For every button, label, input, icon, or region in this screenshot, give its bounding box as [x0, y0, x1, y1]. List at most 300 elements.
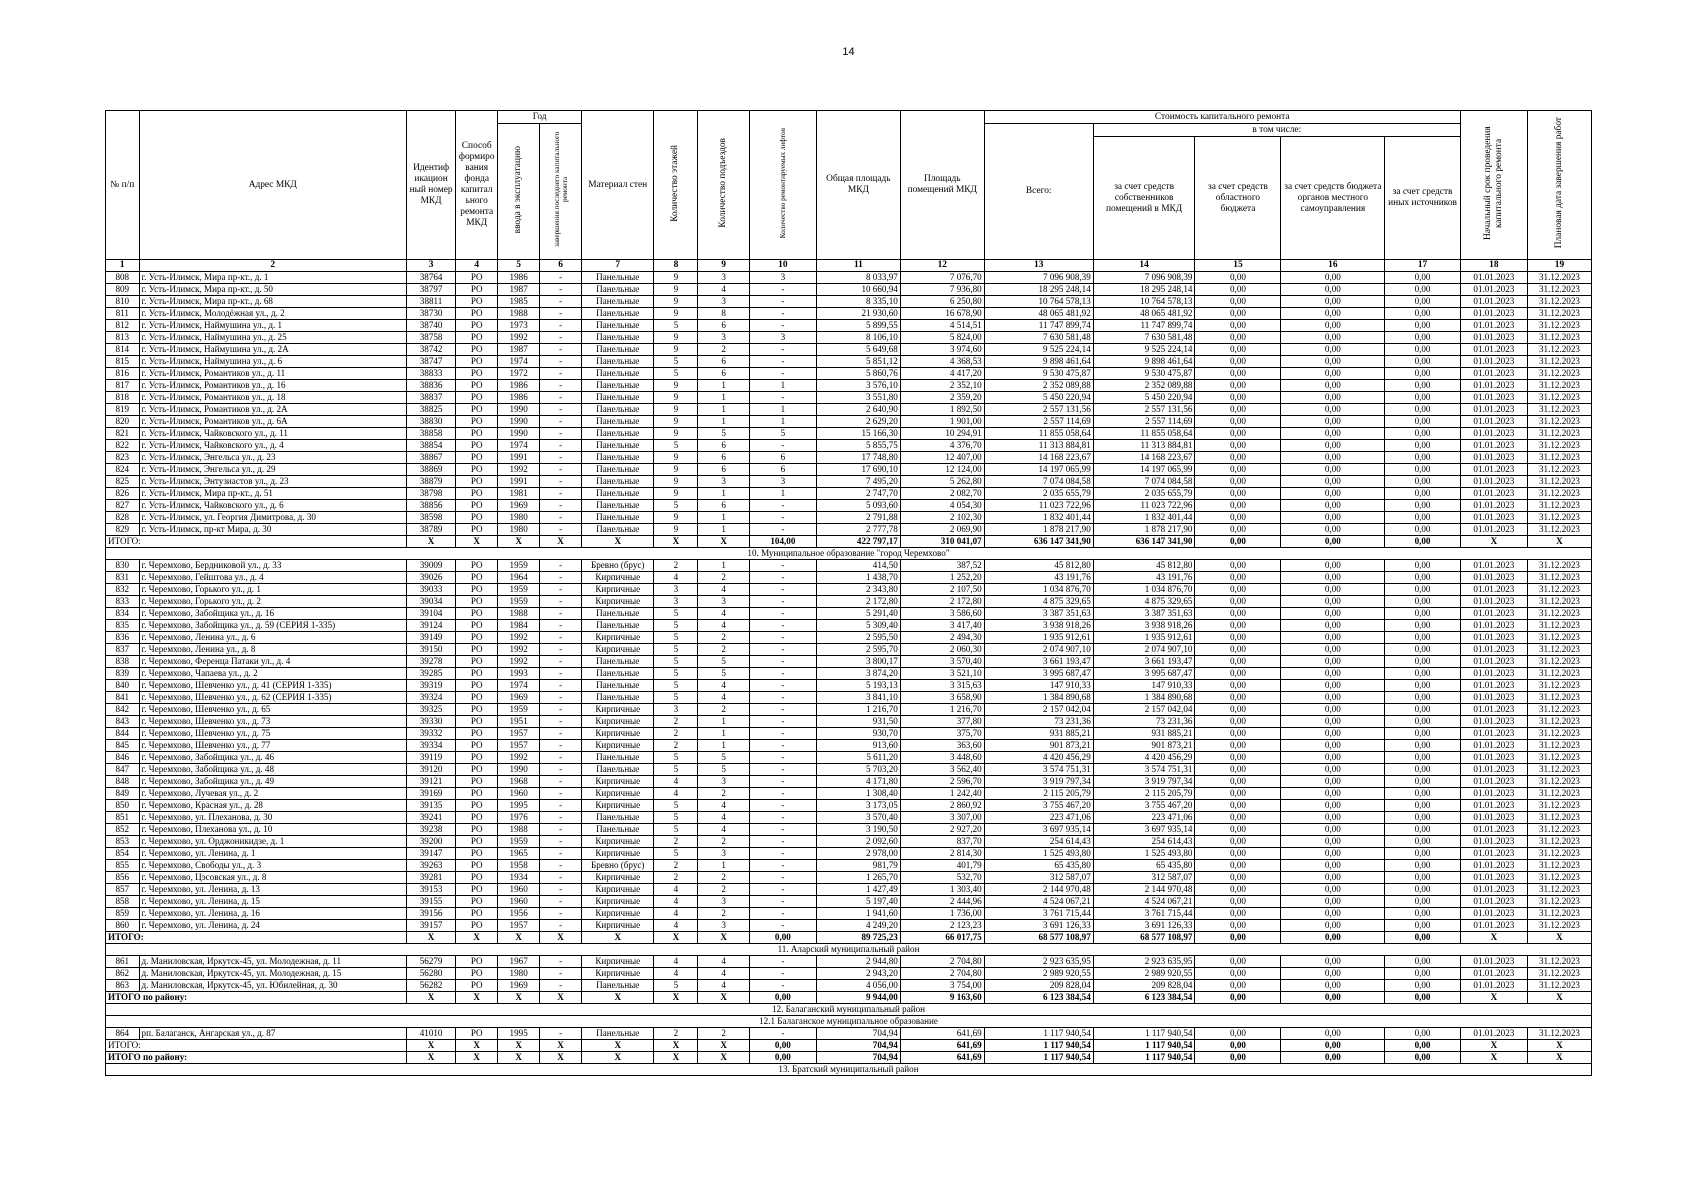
- table-cell: РО: [456, 1028, 498, 1040]
- table-row: [106, 488, 1592, 500]
- table-cell: 3 938 918,26: [1093, 620, 1195, 632]
- table-cell: -: [540, 452, 582, 464]
- table-cell: 1984: [498, 620, 540, 632]
- table-cell: 2 595,70: [816, 644, 900, 656]
- table-cell: 814: [106, 344, 140, 356]
- table-cell: 31.12.2023: [1527, 452, 1591, 464]
- header-entrances: Количество подъездов: [698, 111, 749, 260]
- table-cell: 2 060,30: [900, 644, 984, 656]
- table-cell: 5 193,13: [816, 680, 900, 692]
- table-cell: 0,00: [1195, 296, 1281, 308]
- table-cell: РО: [456, 512, 498, 524]
- table-cell: РО: [456, 812, 498, 824]
- table-cell: 9 530 475,87: [1093, 368, 1195, 380]
- table-cell: 3: [698, 476, 749, 488]
- table-cell: 4 171,80: [816, 776, 900, 788]
- table-cell: 1959: [498, 836, 540, 848]
- table-cell: -: [749, 356, 816, 368]
- total-cell: 636 147 341,90: [984, 536, 1093, 548]
- table-row: [106, 380, 1592, 392]
- address-cell: г. Черемхово, Ференца Патаки ул., д. 4: [139, 656, 406, 668]
- table-cell: 0,00: [1281, 320, 1385, 332]
- table-cell: РО: [456, 572, 498, 584]
- table-cell: 4: [698, 692, 749, 704]
- total-cell: 0,00: [1385, 1052, 1461, 1064]
- table-cell: РО: [456, 284, 498, 296]
- table-row: [106, 848, 1592, 860]
- table-cell: 9: [654, 308, 698, 320]
- table-cell: 7 074 084,58: [984, 476, 1093, 488]
- table-cell: 14 197 065,99: [984, 464, 1093, 476]
- table-cell: 3 995 687,47: [984, 668, 1093, 680]
- table-cell: РО: [456, 344, 498, 356]
- table-cell: 981,79: [816, 860, 900, 872]
- total-cell: 0,00: [1385, 992, 1461, 1004]
- table-cell: 4 420 456,29: [1093, 752, 1195, 764]
- table-cell: 1988: [498, 824, 540, 836]
- table-row: [106, 860, 1592, 872]
- table-cell: 18 295 248,14: [1093, 284, 1195, 296]
- table-cell: 846: [106, 752, 140, 764]
- section-title: 11. Аларский муниципальный район: [106, 944, 1592, 956]
- header-start-date: Начальный срок проведения капитального ремонта: [1460, 111, 1527, 260]
- table-cell: 5: [654, 608, 698, 620]
- table-row: [106, 704, 1592, 716]
- table-cell: Кирпичные: [582, 920, 654, 932]
- table-cell: 01.01.2023: [1460, 428, 1527, 440]
- table-cell: 39241: [406, 812, 455, 824]
- table-cell: 834: [106, 608, 140, 620]
- table-cell: 0,00: [1385, 440, 1461, 452]
- table-cell: РО: [456, 872, 498, 884]
- table-cell: 3 995 687,47: [1093, 668, 1195, 680]
- table-cell: 01.01.2023: [1460, 764, 1527, 776]
- table-cell: 0,00: [1385, 404, 1461, 416]
- table-cell: 0,00: [1195, 440, 1281, 452]
- table-cell: 0,00: [1281, 740, 1385, 752]
- table-cell: 31.12.2023: [1527, 344, 1591, 356]
- table-cell: -: [540, 764, 582, 776]
- address-cell: г. Черемхово, Шевченко ул., д. 41 (СЕРИЯ 1-335): [139, 680, 406, 692]
- table-cell: 31.12.2023: [1527, 848, 1591, 860]
- table-row: [106, 620, 1592, 632]
- table-row: [106, 1028, 1592, 1040]
- table-cell: Кирпичные: [582, 644, 654, 656]
- header-cost-group: Стоимость капитального ремонта: [984, 111, 1460, 124]
- table-cell: Кирпичные: [582, 800, 654, 812]
- table-cell: 01.01.2023: [1460, 512, 1527, 524]
- table-cell: -: [749, 584, 816, 596]
- table-cell: -: [540, 356, 582, 368]
- table-cell: 38833: [406, 368, 455, 380]
- table-cell: 1981: [498, 488, 540, 500]
- table-cell: 0,00: [1281, 800, 1385, 812]
- table-cell: 3 576,10: [816, 380, 900, 392]
- table-cell: 39119: [406, 752, 455, 764]
- table-cell: 0,00: [1281, 968, 1385, 980]
- table-cell: -: [540, 1028, 582, 1040]
- table-cell: -: [540, 716, 582, 728]
- table-cell: 31.12.2023: [1527, 368, 1591, 380]
- table-cell: -: [540, 476, 582, 488]
- table-cell: 31.12.2023: [1527, 620, 1591, 632]
- table-cell: РО: [456, 968, 498, 980]
- table-cell: 2: [654, 836, 698, 848]
- total-cell: 0,00: [749, 1040, 816, 1052]
- address-cell: г. Усть-Илимск, Романтиков ул., д. 6А: [139, 416, 406, 428]
- table-cell: 5: [654, 440, 698, 452]
- table-cell: 38758: [406, 332, 455, 344]
- table-cell: 0,00: [1385, 836, 1461, 848]
- table-cell: 0,00: [1385, 500, 1461, 512]
- table-cell: 01.01.2023: [1460, 524, 1527, 536]
- table-cell: 1995: [498, 1028, 540, 1040]
- table-row: [106, 524, 1592, 536]
- header-cost-regional: за счет средств областного бюджета: [1195, 137, 1281, 260]
- table-cell: 0,00: [1281, 428, 1385, 440]
- table-cell: 0,00: [1195, 860, 1281, 872]
- table-cell: 31.12.2023: [1527, 800, 1591, 812]
- table-cell: Панельные: [582, 512, 654, 524]
- header-end-date: Плановая дата завершения работ: [1527, 111, 1591, 260]
- table-cell: 223 471,06: [984, 812, 1093, 824]
- total-cell: 0,00: [1281, 1040, 1385, 1052]
- table-cell: 31.12.2023: [1527, 308, 1591, 320]
- table-cell: 1990: [498, 404, 540, 416]
- table-cell: 4: [698, 620, 749, 632]
- table-cell: -: [540, 404, 582, 416]
- table-cell: 39334: [406, 740, 455, 752]
- table-cell: -: [749, 788, 816, 800]
- table-cell: 0,00: [1195, 344, 1281, 356]
- table-cell: 0,00: [1385, 428, 1461, 440]
- table-cell: 01.01.2023: [1460, 560, 1527, 572]
- table-cell: -: [540, 272, 582, 284]
- total-cell: X: [540, 932, 582, 944]
- address-cell: г. Черемхово, Красная ул., д. 28: [139, 800, 406, 812]
- table-row: [106, 764, 1592, 776]
- section-title: 12.1 Балаганское муниципальное образование: [106, 1016, 1592, 1028]
- table-cell: 2 557 131,56: [1093, 404, 1195, 416]
- table-cell: 01.01.2023: [1460, 452, 1527, 464]
- table-cell: 01.01.2023: [1460, 572, 1527, 584]
- table-cell: 9: [654, 272, 698, 284]
- table-cell: -: [540, 776, 582, 788]
- table-cell: 822: [106, 440, 140, 452]
- table-cell: 4 514,51: [900, 320, 984, 332]
- table-cell: 1 308,40: [816, 788, 900, 800]
- table-cell: 0,00: [1385, 752, 1461, 764]
- table-cell: -: [540, 800, 582, 812]
- table-cell: 2: [698, 572, 749, 584]
- table-cell: 9 525 224,14: [1093, 344, 1195, 356]
- table-cell: Кирпичные: [582, 776, 654, 788]
- table-cell: 0,00: [1385, 968, 1461, 980]
- table-cell: 0,00: [1195, 320, 1281, 332]
- table-cell: 813: [106, 332, 140, 344]
- table-cell: 1: [749, 380, 816, 392]
- table-cell: 2 978,00: [816, 848, 900, 860]
- table-cell: 0,00: [1195, 776, 1281, 788]
- table-cell: 5: [654, 692, 698, 704]
- table-cell: 1 427,49: [816, 884, 900, 896]
- table-cell: -: [749, 836, 816, 848]
- address-cell: д. Маниловская, Иркутск-45, ул. Молодежная, д. 11: [139, 956, 406, 968]
- table-cell: 704,94: [816, 1028, 900, 1040]
- table-cell: Кирпичные: [582, 896, 654, 908]
- table-cell: 31.12.2023: [1527, 716, 1591, 728]
- table-cell: 0,00: [1195, 752, 1281, 764]
- table-cell: Панельные: [582, 296, 654, 308]
- table-cell: 3: [698, 596, 749, 608]
- table-cell: 12 124,00: [900, 464, 984, 476]
- table-cell: РО: [456, 836, 498, 848]
- table-cell: 2 944,80: [816, 956, 900, 968]
- total-cell: X: [456, 932, 498, 944]
- table-cell: -: [749, 1028, 816, 1040]
- table-row: [106, 296, 1592, 308]
- table-cell: 2 860,92: [900, 800, 984, 812]
- total-cell: X: [406, 992, 455, 1004]
- table-cell: 3 570,40: [900, 656, 984, 668]
- table-cell: 0,00: [1281, 908, 1385, 920]
- table-cell: 1 384 890,68: [984, 692, 1093, 704]
- total-cell: X: [654, 1040, 698, 1052]
- table-cell: 0,00: [1385, 728, 1461, 740]
- table-cell: 31.12.2023: [1527, 488, 1591, 500]
- table-cell: 1968: [498, 776, 540, 788]
- table-cell: 5: [654, 656, 698, 668]
- table-cell: Панельные: [582, 752, 654, 764]
- table-cell: 01.01.2023: [1460, 416, 1527, 428]
- table-cell: РО: [456, 824, 498, 836]
- table-cell: 01.01.2023: [1460, 284, 1527, 296]
- table-cell: 842: [106, 704, 140, 716]
- table-cell: Панельные: [582, 380, 654, 392]
- table-cell: 0,00: [1281, 512, 1385, 524]
- table-cell: 31.12.2023: [1527, 776, 1591, 788]
- total-cell: X: [1527, 992, 1591, 1004]
- table-cell: 0,00: [1195, 368, 1281, 380]
- address-cell: г. Черемхово, Чапаева ул., д. 2: [139, 668, 406, 680]
- table-cell: 0,00: [1281, 764, 1385, 776]
- table-cell: 39153: [406, 884, 455, 896]
- address-cell: г. Черемхово, Лучевая ул., д. 2: [139, 788, 406, 800]
- table-cell: 01.01.2023: [1460, 500, 1527, 512]
- table-cell: Кирпичные: [582, 908, 654, 920]
- table-cell: 0,00: [1281, 620, 1385, 632]
- table-cell: РО: [456, 716, 498, 728]
- table-cell: 31.12.2023: [1527, 740, 1591, 752]
- table-cell: 0,00: [1385, 344, 1461, 356]
- table-cell: 2 082,70: [900, 488, 984, 500]
- table-cell: 0,00: [1385, 788, 1461, 800]
- total-cell: 0,00: [1281, 1052, 1385, 1064]
- table-row: [106, 320, 1592, 332]
- table-cell: 39156: [406, 908, 455, 920]
- table-cell: РО: [456, 620, 498, 632]
- header-cost-local: за счет средств бюджета органов местного самоуправления: [1281, 137, 1385, 260]
- table-cell: 2: [654, 860, 698, 872]
- table-cell: 0,00: [1195, 380, 1281, 392]
- table-cell: 31.12.2023: [1527, 860, 1591, 872]
- table-cell: -: [749, 848, 816, 860]
- table-row: [106, 416, 1592, 428]
- table-cell: 9: [654, 476, 698, 488]
- total-cell: 422 797,17: [816, 536, 900, 548]
- table-cell: 01.01.2023: [1460, 464, 1527, 476]
- table-cell: 14 168 223,67: [1093, 452, 1195, 464]
- table-cell: 7 630 581,48: [1093, 332, 1195, 344]
- table-cell: 0,00: [1281, 416, 1385, 428]
- address-cell: г. Усть-Илимск, Романтиков ул., д. 2А: [139, 404, 406, 416]
- table-cell: 31.12.2023: [1527, 836, 1591, 848]
- table-cell: РО: [456, 776, 498, 788]
- table-cell: -: [540, 608, 582, 620]
- table-cell: Панельные: [582, 488, 654, 500]
- table-cell: 31.12.2023: [1527, 584, 1591, 596]
- table-cell: -: [540, 728, 582, 740]
- total-cell: X: [698, 1040, 749, 1052]
- table-cell: 0,00: [1195, 584, 1281, 596]
- table-cell: 6: [749, 464, 816, 476]
- table-cell: 1957: [498, 728, 540, 740]
- table-cell: 3 755 467,20: [984, 800, 1093, 812]
- total-cell: 9 944,00: [816, 992, 900, 1004]
- table-cell: РО: [456, 272, 498, 284]
- table-cell: 2 115 205,79: [1093, 788, 1195, 800]
- address-cell: г. Усть-Илимск, ул. Георгия Димитрова, д. 30: [139, 512, 406, 524]
- total-row: [106, 1040, 1592, 1052]
- table-cell: 0,00: [1281, 788, 1385, 800]
- address-cell: г. Усть-Илимск, пр-кт Мира, д. 30: [139, 524, 406, 536]
- table-cell: -: [540, 920, 582, 932]
- table-cell: 3 691 126,33: [984, 920, 1093, 932]
- table-cell: 0,00: [1281, 1028, 1385, 1040]
- table-cell: 39104: [406, 608, 455, 620]
- table-row: [106, 560, 1592, 572]
- table-cell: 31.12.2023: [1527, 956, 1591, 968]
- table-cell: 39034: [406, 596, 455, 608]
- table-cell: 1992: [498, 656, 540, 668]
- table-cell: 12 407,00: [900, 452, 984, 464]
- table-cell: Кирпичные: [582, 596, 654, 608]
- table-row: [106, 728, 1592, 740]
- table-row: [106, 896, 1592, 908]
- column-number: 15: [1195, 260, 1281, 272]
- table-cell: 01.01.2023: [1460, 596, 1527, 608]
- table-cell: 1986: [498, 392, 540, 404]
- table-cell: -: [540, 620, 582, 632]
- section-header-row: [106, 1004, 1592, 1016]
- table-cell: -: [749, 500, 816, 512]
- table-cell: -: [749, 308, 816, 320]
- table-cell: 2: [654, 740, 698, 752]
- table-cell: 39120: [406, 764, 455, 776]
- table-cell: 2 923 635,95: [1093, 956, 1195, 968]
- table-cell: 31.12.2023: [1527, 524, 1591, 536]
- total-cell: X: [498, 932, 540, 944]
- address-cell: г. Черемхово, Шевченко ул., д. 77: [139, 740, 406, 752]
- table-cell: Панельные: [582, 980, 654, 992]
- table-cell: 2 747,70: [816, 488, 900, 500]
- table-cell: Бревно (брус): [582, 860, 654, 872]
- table-cell: 2: [698, 1028, 749, 1040]
- total-cell: 641,69: [900, 1040, 984, 1052]
- table-cell: 0,00: [1281, 656, 1385, 668]
- total-cell: X: [456, 1052, 498, 1064]
- table-cell: 0,00: [1195, 332, 1281, 344]
- table-cell: 1988: [498, 608, 540, 620]
- table-cell: 31.12.2023: [1527, 380, 1591, 392]
- table-cell: Кирпичные: [582, 956, 654, 968]
- table-cell: 31.12.2023: [1527, 812, 1591, 824]
- table-cell: РО: [456, 692, 498, 704]
- total-cell: 89 725,23: [816, 932, 900, 944]
- table-cell: 01.01.2023: [1460, 860, 1527, 872]
- table-cell: 0,00: [1195, 356, 1281, 368]
- table-cell: 1 438,70: [816, 572, 900, 584]
- total-cell: 0,00: [1195, 932, 1281, 944]
- table-cell: 1 303,40: [900, 884, 984, 896]
- address-cell: г. Усть-Илимск, Романтиков ул., д. 18: [139, 392, 406, 404]
- table-cell: 223 471,06: [1093, 812, 1195, 824]
- table-cell: 5 899,55: [816, 320, 900, 332]
- table-cell: РО: [456, 764, 498, 776]
- table-cell: 4 420 456,29: [984, 752, 1093, 764]
- table-cell: 0,00: [1385, 980, 1461, 992]
- table-cell: 0,00: [1195, 560, 1281, 572]
- table-cell: 852: [106, 824, 140, 836]
- table-cell: 0,00: [1195, 1028, 1281, 1040]
- table-cell: 1959: [498, 560, 540, 572]
- address-cell: г. Черемхово, ул. Плеханова, д. 30: [139, 812, 406, 824]
- table-cell: -: [540, 368, 582, 380]
- table-cell: 0,00: [1281, 308, 1385, 320]
- table-cell: 1973: [498, 320, 540, 332]
- table-cell: 01.01.2023: [1460, 956, 1527, 968]
- table-cell: 31.12.2023: [1527, 272, 1591, 284]
- table-cell: 0,00: [1195, 656, 1281, 668]
- table-cell: 39263: [406, 860, 455, 872]
- table-cell: 4 875 329,65: [984, 596, 1093, 608]
- table-cell: 11 855 058,64: [1093, 428, 1195, 440]
- table-cell: 39009: [406, 560, 455, 572]
- table-cell: 0,00: [1385, 680, 1461, 692]
- table-cell: 1: [749, 416, 816, 428]
- address-cell: г. Усть-Илимск, Мира пр-кт., д. 1: [139, 272, 406, 284]
- header-year-commission: ввода в эксплуатацию: [498, 124, 540, 260]
- table-cell: 01.01.2023: [1460, 824, 1527, 836]
- table-cell: 31.12.2023: [1527, 284, 1591, 296]
- table-cell: -: [749, 896, 816, 908]
- table-cell: 0,00: [1281, 524, 1385, 536]
- table-cell: 147 910,33: [1093, 680, 1195, 692]
- table-cell: 39121: [406, 776, 455, 788]
- table-row: [106, 668, 1592, 680]
- address-cell: г. Черемхово, Забойщика ул., д. 46: [139, 752, 406, 764]
- table-cell: 0,00: [1195, 704, 1281, 716]
- total-cell: X: [1460, 1040, 1527, 1052]
- table-cell: 3: [698, 332, 749, 344]
- table-cell: -: [749, 620, 816, 632]
- table-cell: 31.12.2023: [1527, 824, 1591, 836]
- table-cell: 5 291,40: [816, 608, 900, 620]
- table-cell: Панельные: [582, 452, 654, 464]
- address-cell: г. Усть-Илимск, Энгельса ул., д. 23: [139, 452, 406, 464]
- table-cell: 31.12.2023: [1527, 980, 1591, 992]
- table-cell: 38867: [406, 452, 455, 464]
